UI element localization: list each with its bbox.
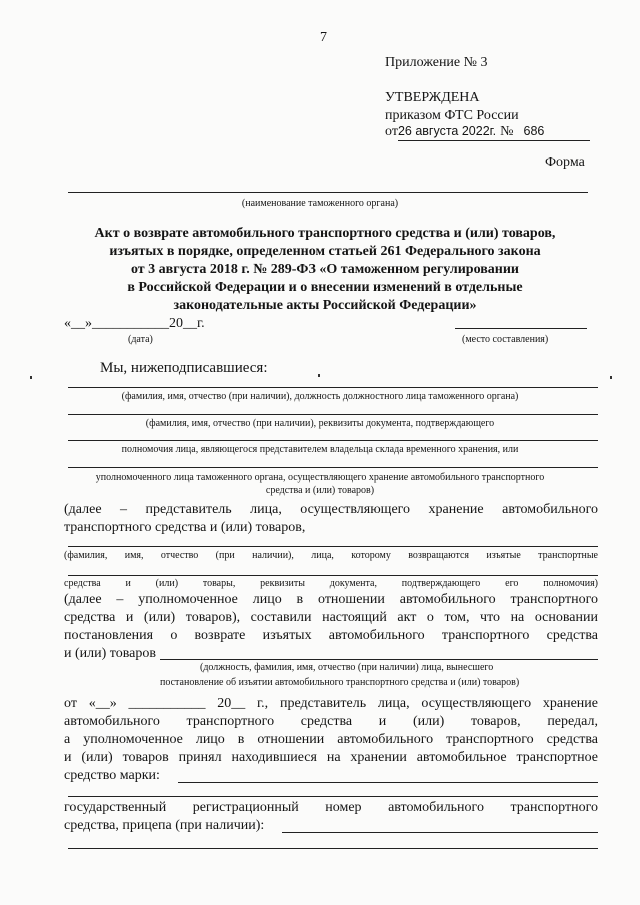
recipient-caption-1: (фамилия, имя, отчество (при наличии), лица, которому возвращаются изъятые транспортные xyxy=(64,550,598,561)
order-label: приказом ФТС России xyxy=(385,108,519,123)
appendix-label: Приложение № 3 xyxy=(385,55,488,70)
powers-caption: полномочия лица, являющегося представителем владельца склада временного хранения, или xyxy=(121,444,519,455)
customs-body-caption: (наименование таможенного органа) xyxy=(241,198,399,209)
scan-speck xyxy=(318,374,320,377)
order-date-underline xyxy=(398,140,590,141)
approved-label: УТВЕРЖДЕНА xyxy=(385,90,480,105)
customs-body-line xyxy=(68,192,588,193)
representative-line xyxy=(68,414,598,415)
powers-line xyxy=(68,440,598,441)
scan-speck xyxy=(610,376,612,379)
reg-number-line-2 xyxy=(68,848,598,849)
date-template: «__»___________20__г. xyxy=(64,316,205,331)
title-line-3: от 3 августа 2018 г. № 289-ФЗ «О таможенном регулировании xyxy=(130,262,519,277)
recipient-line xyxy=(68,546,598,547)
para3-line-4: и (или) товаров принял находившиеся на хранении автомобильное транспортное xyxy=(64,750,598,765)
form-label: Форма xyxy=(545,155,585,170)
date-prefix: от xyxy=(385,124,398,139)
scan-speck xyxy=(30,376,32,379)
title-line-4: в Российской Федерации и о внесении изменений в отдельные xyxy=(127,280,523,295)
para1-line-2: транспортного средства и (или) товаров, xyxy=(64,520,306,535)
authorized-caption-2: средства и (или) товаров) xyxy=(265,485,375,496)
title-line-5: законодательные акты Российской Федерации» xyxy=(173,298,477,313)
order-date-line xyxy=(385,124,544,140)
decision-caption-1: (должность, фамилия, имя, отчество (при наличии) лица, вынесшего xyxy=(200,662,494,673)
para2-line-3: постановления о возврате изъятых автомобильного транспортного средства xyxy=(64,628,598,643)
para2-line-2: средства и (или) товаров), составили настоящий акт о том, что на основании xyxy=(64,610,598,625)
order-number-value: 686 xyxy=(523,124,545,138)
para3-line-2: автомобильного транспортного средства и (или) товаров, передал, xyxy=(64,714,598,729)
para2-line-1: (далее – уполномоченное лицо в отношении автомобильного транспортного xyxy=(64,592,598,607)
recipient-caption-2: средства и (или) товары, реквизиты документа, подтверждающего его полномочия) xyxy=(64,578,598,589)
we-signed-label: Мы, нижеподписавшиеся: xyxy=(100,360,268,376)
page-number: 7 xyxy=(320,30,327,45)
para4-line-1: государственный регистрационный номер автомобильного транспортного xyxy=(64,800,598,815)
authorized-caption-1: уполномоченного лица таможенного органа, осуществляющего хранение автомобильного транспортного xyxy=(95,472,545,483)
official-caption: (фамилия, имя, отчество (при наличии), должность должностного лица таможенного органа) xyxy=(121,391,519,402)
order-date-value: 26 августа 2022г. xyxy=(397,124,497,138)
title-line-1: Акт о возврате автомобильного транспортного средства и (или) товаров, xyxy=(94,226,556,241)
recipient-line-2 xyxy=(68,575,598,576)
number-prefix: № xyxy=(500,124,514,139)
official-line xyxy=(68,387,598,388)
para3-line-1: от «__» ___________ 20__ г., представитель лица, осуществляющего хранение xyxy=(64,696,598,711)
brand-line-2 xyxy=(68,796,598,797)
para3-line-3: а уполномоченное лицо в отношении автомобильного транспортного средства xyxy=(64,732,598,747)
place-caption: (место составления) xyxy=(462,334,549,345)
reg-number-line xyxy=(282,832,598,833)
para3-line-5: средство марки: xyxy=(64,768,160,783)
decision-line xyxy=(160,659,598,660)
para2-line-4: и (или) товаров xyxy=(64,646,156,661)
para4-line-2: средства, прицепа (при наличии): xyxy=(64,818,265,833)
para1-line-1: (далее – представитель лица, осуществляющего хранение автомобильного xyxy=(64,502,598,517)
brand-line xyxy=(178,782,598,783)
place-line xyxy=(455,328,587,329)
authorized-line xyxy=(68,467,598,468)
representative-caption: (фамилия, имя, отчество (при наличии), реквизиты документа, подтверждающего xyxy=(145,418,495,429)
date-caption: (дата) xyxy=(128,334,153,345)
title-line-2: изъятых в порядке, определенном статьей 261 Федерального закона xyxy=(109,244,541,259)
decision-caption-2: постановление об изъятии автомобильного транспортного средства и (или) товаров) xyxy=(160,677,520,688)
